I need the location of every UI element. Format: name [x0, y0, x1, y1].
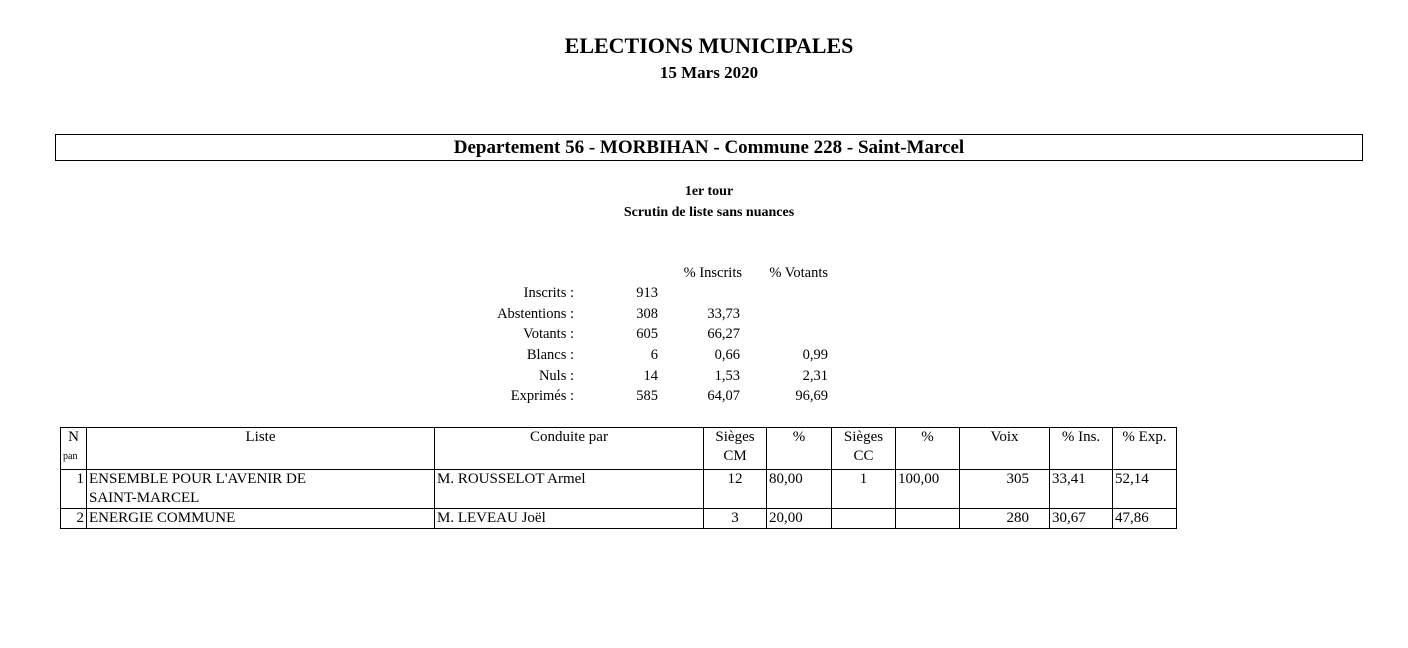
cell-n: 2 [61, 509, 87, 529]
cell-pct-cm: 80,00 [767, 470, 832, 509]
header-pct-cc: % [896, 428, 960, 448]
stats-header-pct-votants: % Votants [769, 265, 828, 281]
stats-pct-inscrits: 66,27 [707, 326, 740, 342]
stats-pct-inscrits: 0,66 [714, 347, 740, 363]
stats-pct-votants: 0,99 [802, 347, 828, 363]
stats-label: Exprimés : [510, 388, 574, 404]
stats-value: 585 [636, 388, 658, 404]
stats-value: 308 [636, 306, 658, 322]
cell-pct-ins: 30,67 [1050, 509, 1113, 529]
cell-pct-exp: 47,86 [1113, 509, 1177, 529]
header-pct-cc-sub [896, 447, 960, 470]
stats-pct-inscrits: 64,07 [707, 388, 740, 404]
stats-pct-votants: 2,31 [802, 368, 828, 384]
cell-liste-line: SAINT-MARCEL [89, 490, 200, 506]
header-sieges-cm: Sièges [704, 428, 767, 448]
stats-value: 913 [636, 285, 658, 301]
stats-label: Nuls : [538, 368, 574, 384]
header-voix-sub [960, 447, 1050, 470]
stats-label: Votants : [523, 326, 574, 342]
header-liste-sub [87, 447, 435, 470]
header-pct-cm-sub [767, 447, 832, 470]
cell-liste: ENERGIE COMMUNE [87, 509, 435, 529]
stats-pct-votants: 96,69 [795, 388, 828, 404]
cell-sieges-cc [832, 509, 896, 529]
table-row [61, 509, 1177, 529]
cell-liste [87, 470, 435, 509]
header-n: N [61, 428, 87, 448]
cell-conduite: M. ROUSSELOT Armel [435, 470, 704, 509]
header-pct-cm: % [767, 428, 832, 448]
cell-voix: 305 [960, 470, 1050, 509]
stats-value: 6 [650, 347, 658, 363]
header-n-sub: pan [61, 447, 87, 470]
cell-pct-cc: 100,00 [896, 470, 960, 509]
stats-label: Blancs : [526, 347, 574, 363]
results-header-row [61, 428, 1177, 448]
stats-label: Inscrits : [523, 285, 574, 301]
cell-sieges-cm: 3 [704, 509, 767, 529]
stats-value: 605 [636, 326, 658, 342]
header-pct-exp: % Exp. [1113, 428, 1177, 448]
header-conduite-sub [435, 447, 704, 470]
department-banner: Departement 56 - MORBIHAN - Commune 228 - Saint-Marcel [55, 134, 1363, 161]
cell-sieges-cm: 12 [704, 470, 767, 509]
header-liste: Liste [87, 428, 435, 448]
cell-sieges-cc: 1 [832, 470, 896, 509]
results-subheader-row [61, 447, 1177, 470]
stats-pct-inscrits: 1,53 [714, 368, 740, 384]
cell-pct-ins: 33,41 [1050, 470, 1113, 509]
header-voix: Voix [960, 428, 1050, 448]
cell-pct-cc [896, 509, 960, 529]
header-conduite: Conduite par [435, 428, 704, 448]
cell-n: 1 [61, 470, 87, 509]
header-sieges-cm-sub: CM [704, 447, 767, 470]
header-pct-ins-sub [1050, 447, 1113, 470]
page-title: ELECTIONS MUNICIPALES [564, 33, 854, 58]
cell-pct-cm: 20,00 [767, 509, 832, 529]
round-label: 1er tour [684, 184, 734, 199]
ballot-type-label: Scrutin de liste sans nuances [623, 205, 795, 220]
stats-header-pct-inscrits: % Inscrits [683, 265, 742, 281]
stats-pct-inscrits: 33,73 [707, 306, 740, 322]
cell-conduite: M. LEVEAU Joël [435, 509, 704, 529]
header-pct-ins: % Ins. [1050, 428, 1113, 448]
election-date: 15 Mars 2020 [659, 63, 759, 82]
stats-label: Abstentions : [497, 306, 574, 322]
header-sieges-cc: Sièges [832, 428, 896, 448]
cell-liste-line: ENSEMBLE POUR L'AVENIR DE [89, 471, 307, 487]
results-table [60, 427, 1177, 529]
stats-value: 14 [643, 368, 658, 384]
header-pct-exp-sub [1113, 447, 1177, 470]
table-row [61, 470, 1177, 509]
header-sieges-cc-sub: CC [832, 447, 896, 470]
cell-pct-exp: 52,14 [1113, 470, 1177, 509]
cell-voix: 280 [960, 509, 1050, 529]
